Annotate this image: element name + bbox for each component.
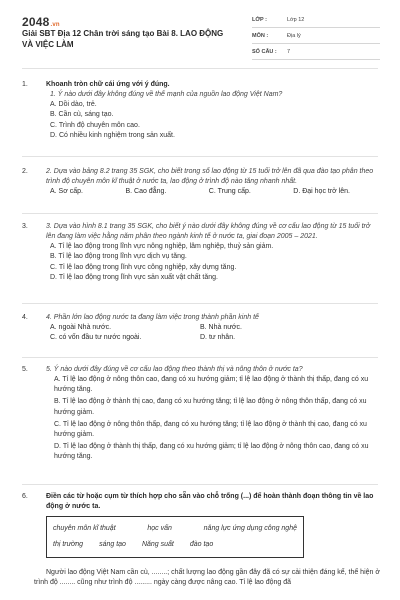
option[interactable]: A. Tỉ lệ lao động trong lĩnh vực nông nghiệp, lâm nghiệp, thuỷ sản giảm.	[50, 243, 274, 251]
option[interactable]: B. Nhà nước.	[200, 324, 242, 332]
meta-value: Lớp 12	[287, 17, 305, 24]
meta-row-count	[252, 44, 380, 60]
question-number: 4.	[22, 314, 28, 321]
meta-label: MÔN :	[252, 33, 269, 40]
option[interactable]: A. Sơ cấp.	[50, 188, 83, 196]
meta-label: SỐ CÂU :	[252, 49, 277, 56]
option[interactable]: C. có vốn đầu tư nước ngoài.	[50, 334, 142, 342]
question-number: 2.	[22, 168, 28, 175]
question-prompt: 3. Dựa vào hình 8.1 trang 35 SGK, cho biết ý nào dưới đây không đúng về cơ cấu lao động từ 15 tuổi trở lên đang làm việc hằng năm phân theo ngành kinh tế ở nước ta, giai đoạn 2005 – 2021.	[46, 223, 371, 241]
option[interactable]: C. Trình độ chuyên môn cao.	[50, 121, 140, 129]
word-chip[interactable]: năng lực ứng dụng công nghệ	[203, 525, 297, 533]
option[interactable]: B. Tỉ lệ lao động trong lĩnh vực dịch vụ tăng.	[50, 253, 187, 261]
option[interactable]: C. Trung cấp.	[208, 188, 251, 196]
question-prompt: 2. Dựa vào bảng 8.2 trang 35 SGK, cho biết trong số lao động từ 15 tuổi trở lên đã qua đào tạo phân theo trình độ chuyên môn kĩ thuật ở nước ta, lao động ở trình độ nào tăng nhanh nhất.	[46, 168, 374, 186]
header-divider	[22, 68, 378, 69]
word-chip[interactable]: sáng tạo	[99, 541, 126, 549]
meta-row-subject	[252, 28, 380, 44]
question-prompt: 1. Ý nào dưới đây không đúng về thế mạnh của nguồn lao động Việt Nam?	[50, 91, 283, 99]
meta-value: Địa lý	[287, 33, 301, 40]
question-1	[22, 80, 378, 141]
document-title: Giải SBT Địa 12 Chân trời sáng tạo Bài 8. LAO ĐỘNG VÀ VIỆC LÀM	[22, 29, 224, 49]
question-number: 3.	[22, 223, 28, 230]
question-5	[22, 365, 378, 462]
logo-suffix: .vn	[50, 22, 60, 28]
option[interactable]: B. Tỉ lệ lao động ở thành thị cao, đang có xu hướng tăng; tỉ lệ lao động ở nông thôn thấp, đang có xu hướng giảm.	[54, 398, 367, 416]
question-4	[22, 313, 378, 343]
meta-value: 7	[287, 49, 291, 56]
option[interactable]: D. Đại học trở lên.	[293, 188, 350, 196]
section-heading: Điền các từ hoặc cụm từ thích hợp cho sẵn vào chỗ trống (...) để hoàn thành đoạn thông tin về lao động ở nước ta.	[46, 493, 374, 511]
question-2	[22, 167, 378, 197]
section-heading: Khoanh tròn chữ cái ứng với ý đúng.	[46, 81, 170, 88]
option[interactable]: D. tư nhân.	[200, 334, 236, 342]
question-divider	[22, 156, 378, 157]
option[interactable]: B. Cần cù, sáng tạo.	[50, 111, 114, 119]
word-chip[interactable]: thị trường	[53, 541, 84, 549]
word-chip[interactable]: học vấn	[147, 525, 172, 533]
option[interactable]: D. Tỉ lệ lao động ở thành thị thấp, đang có xu hướng giảm; tỉ lệ lao động ở nông thôn cao, đang có xu hướng tăng.	[54, 442, 369, 461]
word-chip[interactable]: chuyên môn kĩ thuật	[53, 525, 116, 533]
question-divider	[22, 303, 378, 304]
word-bank	[46, 516, 304, 558]
option[interactable]: A. ngoài Nhà nước.	[50, 324, 112, 332]
option[interactable]: A. Dồi dào, trẻ.	[50, 101, 97, 109]
option[interactable]: C. Tỉ lệ lao động ở nông thôn thấp, đang có xu hướng tăng; tỉ lệ lao động ở thành thị cao, đang có xu hướng giảm.	[54, 420, 367, 438]
question-divider	[22, 484, 378, 485]
word-chip[interactable]: đào tạo	[189, 541, 214, 549]
document-meta	[252, 12, 380, 60]
option[interactable]: D. Tỉ lệ lao động trong lĩnh vực sản xuất vật chất tăng.	[50, 273, 218, 281]
question-prompt: 4. Phần lớn lao động nước ta đang làm việc trong thành phần kinh tế	[46, 314, 259, 321]
question-prompt: 5. Ý nào dưới đây đúng về cơ cấu lao động theo thành thị và nông thôn ở nước ta?	[46, 366, 303, 373]
question-3	[22, 222, 378, 283]
option[interactable]: C. Tỉ lệ lao động trong lĩnh vực công nghiệp, xây dựng tăng.	[50, 263, 237, 271]
option[interactable]: A. Tỉ lệ lao động ở nông thôn cao, đang có xu hướng giảm; tỉ lệ lao động ở thành thị thấp, đang có xu hướng tăng.	[54, 376, 369, 394]
question-divider	[22, 357, 378, 358]
fill-in-passage: Người lao động Việt Nam cần cù, ........; chất lượng lao động gần đây đã có sự cải thiện đáng kể, thể hiện ở trình độ ........ cũng như trình độ ......... ngày càng được nâng cao. Tỉ lệ lao động đã	[34, 569, 380, 587]
question-number: 5.	[22, 366, 28, 373]
question-6	[22, 492, 378, 589]
logo-main: 2048	[22, 15, 50, 29]
question-number: 1.	[22, 81, 28, 88]
question-divider	[22, 213, 378, 214]
word-chip[interactable]: Năng suất	[141, 541, 174, 549]
question-number: 6.	[22, 493, 28, 500]
option[interactable]: D. Có nhiều kinh nghiệm trong sản xuất.	[50, 131, 175, 139]
meta-label: LỚP :	[252, 17, 267, 24]
option[interactable]: B. Cao đẳng.	[125, 188, 167, 196]
meta-row-class	[252, 12, 380, 28]
